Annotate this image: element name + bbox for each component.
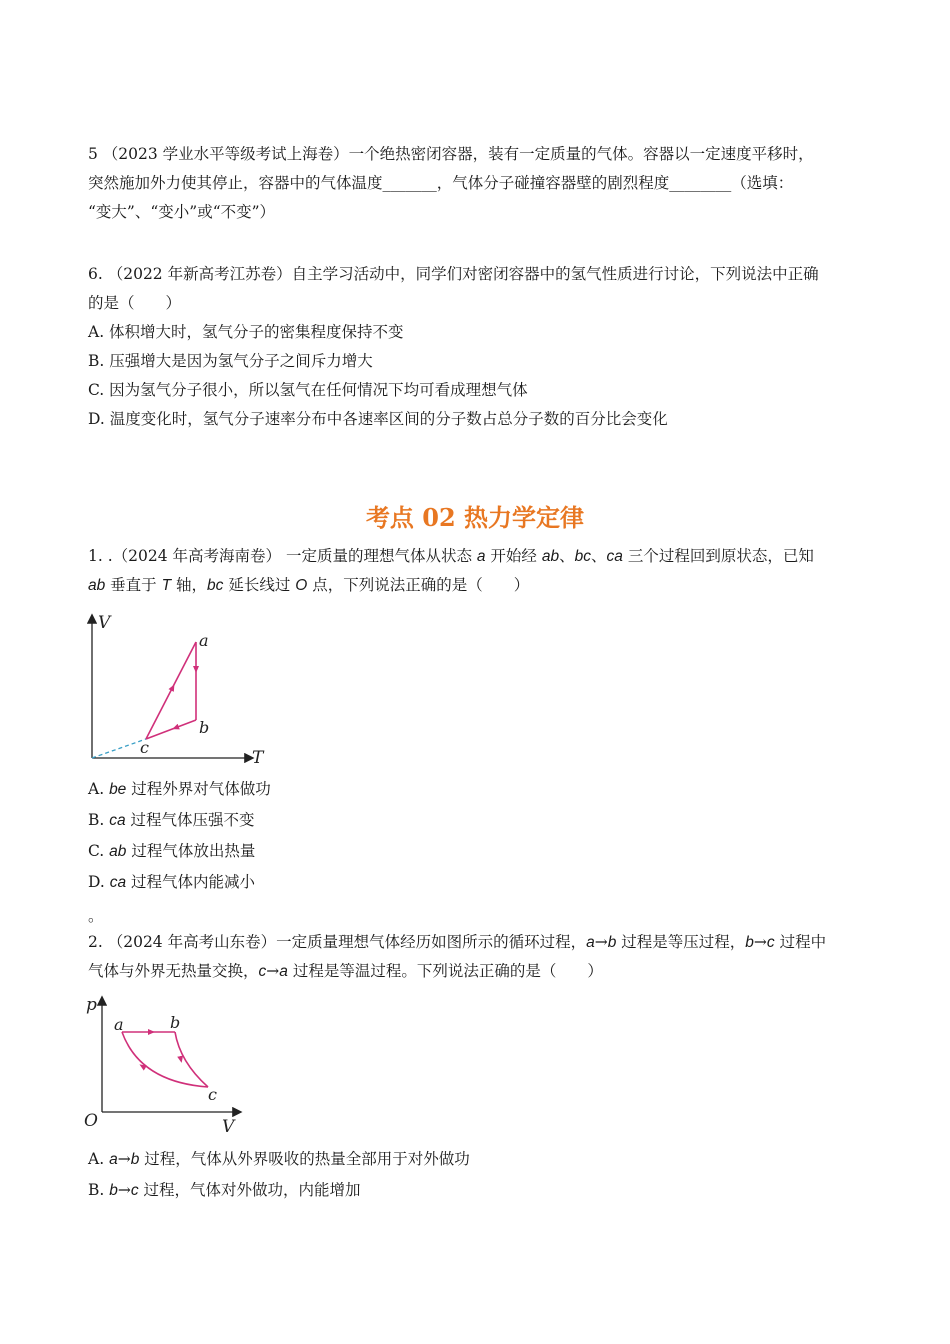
p1-option-d [88,867,868,898]
p1-text: 、 [559,547,575,565]
p2-var: b [745,934,754,951]
p1-text: 垂直于 [105,576,162,594]
p1-var: O [295,577,308,594]
q6-option-c: C. 因为氢气分子很小，所以氢气在任何情况下均可看成理想气体 [88,381,528,399]
trailing-mark: 。 [88,907,104,925]
arrow-glyph: → [594,933,608,951]
p2-var: b [607,934,617,951]
arrow-glyph: → [117,1181,131,1199]
q5-line-3: “变大”、“变小”或“不变”） [88,203,276,221]
option-var: c [130,1182,139,1199]
p2-var: a [279,963,288,980]
option-var: be [109,781,127,798]
problem-2-stem [88,928,868,986]
process-ca [146,642,196,739]
option-prefix: A. [88,780,110,798]
point-a-label: a [114,1015,124,1034]
option-var: b [130,1151,140,1168]
point-b-label: b [199,718,210,737]
question-6 [88,260,868,434]
p1-text: 轴， [171,576,208,594]
p1-var: bc [207,577,224,594]
p1-text: 点，下列说法正确的是（ ） [307,576,530,594]
point-b-label: b [170,1013,181,1032]
question-5 [88,140,868,227]
p2-line-2 [88,957,868,986]
origin-label: O [84,1111,98,1131]
p2-option-b [88,1175,868,1206]
option-var: b [109,1182,118,1199]
p-axis-label: p [86,995,97,1015]
option-prefix: D. [88,873,110,891]
p2-text: 过程是等温过程。下列说法正确的是（ ） [287,962,603,980]
p1-text: 1. .（2024 年高考海南卷） 一定质量的理想气体从状态 [88,547,477,565]
p1-line-1 [88,542,868,571]
q5-line-1: 5 （2023 学业水平等级考试上海卷）一个绝热密闭容器，装有一定质量的气体。容器以一定速度平移时， [88,145,814,163]
option-text: 过程气体内能减小 [126,873,256,891]
q5-line-2: 突然施加外力使其停止，容器中的气体温度_______，气体分子碰撞容器壁的剧烈程度________（选填： [88,174,794,192]
process-bc [175,1032,208,1087]
p1-option-a [88,774,868,805]
process-ca [122,1032,208,1087]
p1-var: ab [88,577,106,594]
v-axis-label: V [98,613,111,633]
option-var: ca [109,874,127,891]
p2-var: c [258,963,267,980]
q6-line-1: 6. （2022 年新高考江苏卷）自主学习活动中，同学们对密闭容器中的氢气性质进行讨论，下列说法中正确 [88,265,819,283]
option-text: 过程，气体对外做功，内能增加 [138,1181,361,1199]
p2-var: a [586,934,595,951]
arrow-glyph: → [266,962,280,980]
t-axis-label: T [252,748,264,768]
point-c-label: c [140,738,149,757]
point-c-label: c [208,1085,217,1104]
p1-option-b [88,805,868,836]
p1-text: 延长线过 [223,576,296,594]
p2-line-1 [88,928,868,957]
p1-line-2 [88,571,868,600]
p2-text: 过程是等压过程， [616,933,746,951]
option-var: ab [109,843,127,860]
p2-text: 2. （2024 年高考山东卷）一定质量理想气体经历如图所示的循环过程， [88,933,587,951]
p1-option-c [88,836,868,867]
p2-text: 过程中 [774,933,827,951]
option-var: ca [109,812,126,829]
bc-extension-dashed [92,739,146,758]
arrow-glyph: → [753,933,767,951]
p2-var: c [766,934,775,951]
pv-diagram [80,992,260,1136]
vt-diagram [80,608,270,768]
p2-option-a [88,1144,868,1175]
option-var: a [109,1151,118,1168]
problem-2-options [88,1144,868,1206]
q6-option-b: B. 压强增大是因为氢气分子之间斥力增大 [88,352,373,370]
p1-var: T [161,577,172,594]
option-text: 过程气体放出热量 [126,842,256,860]
p1-var: bc [574,548,591,565]
option-text: 过程外界对气体做功 [126,780,271,798]
q6-option-a: A. 体积增大时，氢气分子的密集程度保持不变 [88,323,404,341]
point-a-label: a [199,631,209,650]
option-prefix: B. [88,811,110,829]
p1-text: 开始经 [485,547,542,565]
option-text: 过程，气体从外界吸收的热量全部用于对外做功 [139,1150,470,1168]
problem-1-stem [88,542,868,600]
q6-line-2: 的是（ ） [88,294,182,312]
option-prefix: C. [88,842,110,860]
v-axis-label: V [222,1117,235,1136]
p1-var: a [476,548,486,565]
section-title: 考点 02 热力学定律 [365,503,585,532]
p1-var: ab [541,548,560,565]
arrow-glyph: → [117,1150,131,1168]
option-prefix: A. [88,1150,110,1168]
option-prefix: B. [88,1181,110,1199]
option-text: 过程气体压强不变 [125,811,255,829]
q6-option-d: D. 温度变化时，氢气分子速率分布中各速率区间的分子数占总分子数的百分比会变化 [88,410,668,428]
p1-text: 、 [591,547,607,565]
p2-text: 气体与外界无热量交换， [88,962,259,980]
p1-var: ca [606,548,623,565]
problem-1-options [88,774,868,898]
p1-text: 三个过程回到原状态，已知 [622,547,814,565]
